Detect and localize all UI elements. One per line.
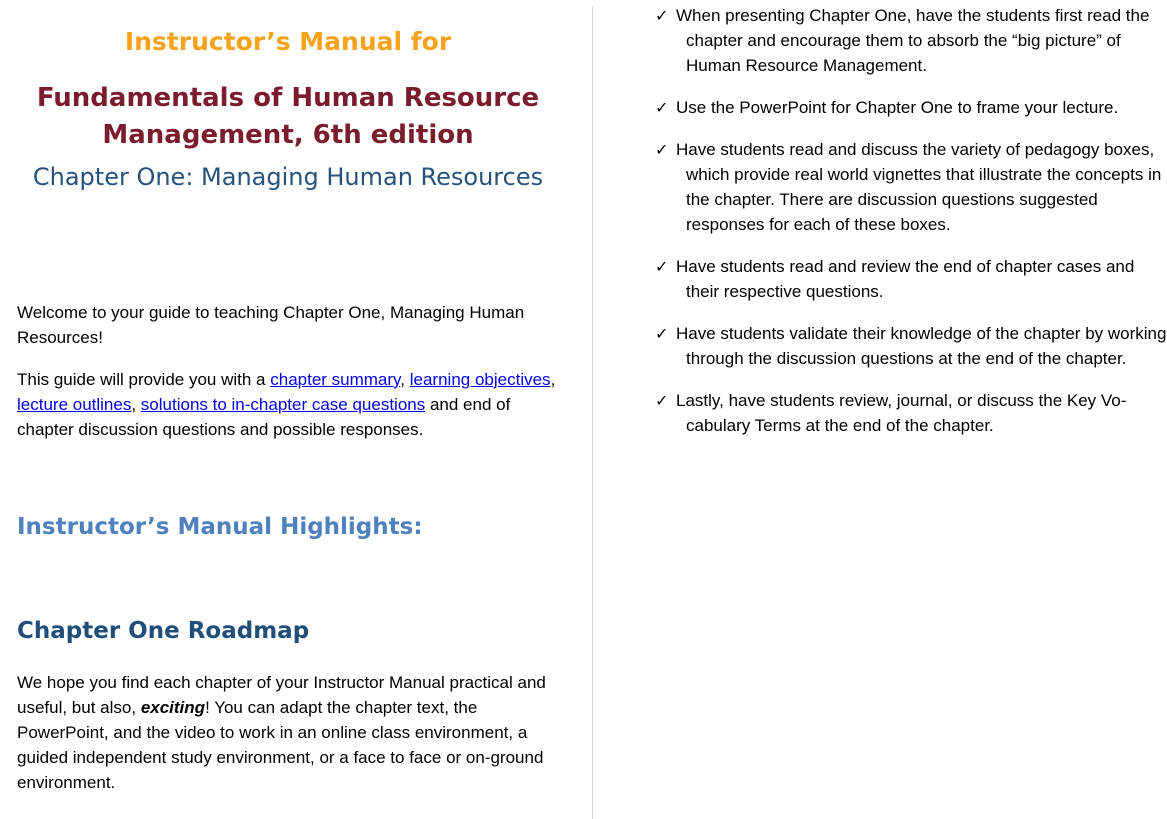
learning-objectives-link[interactable]: learning objectives — [409, 370, 551, 389]
roadmap-paragraph — [17, 670, 562, 795]
welcome-paragraph: Welcome to your guide to teaching Chapter One, Managing Human Resources! — [17, 303, 525, 347]
highlights-heading: Instructor’s Manual Highlights: — [17, 514, 423, 540]
roadmap-heading: Chapter One Roadmap — [17, 618, 310, 644]
checklist-item-text: Use the PowerPoint for Chapter One to frame your lecture. — [676, 98, 1119, 117]
right-column — [655, 0, 1167, 819]
guide-suffix: and end of chapter discussion questions and possible responses. — [17, 395, 511, 439]
checklist-item — [655, 388, 1167, 438]
column-divider — [592, 6, 593, 819]
chapter-subtitle: Chapter One: Managing Human Resources — [32, 163, 544, 191]
checklist-item-text: When presenting Chapter One, have the students first read the chapter and encourage them to absorb the “big picture” of Human Resource Management. — [676, 6, 1150, 75]
checkmark-icon: ✓ — [655, 324, 669, 343]
checklist-item — [655, 321, 1167, 371]
manual-title: Instructor’s Manual for — [124, 27, 452, 56]
checkmark-icon: ✓ — [655, 257, 669, 276]
left-column — [17, 0, 559, 819]
link-separator: , — [131, 395, 141, 414]
chapter-summary-link[interactable]: chapter summary — [270, 370, 401, 389]
checklist-item — [655, 254, 1167, 304]
checklist-item — [655, 95, 1167, 120]
checklist-item-text: Lastly, have students review, journal, or discuss the Key Vo-cabulary Terms at the end of the chapter. — [676, 391, 1127, 435]
guide-paragraph — [17, 367, 559, 442]
checklist-item — [655, 3, 1167, 78]
lecture-outlines-link[interactable]: lecture outlines — [17, 395, 132, 414]
roadmap-text-before: We hope you find each chapter of your Instructor Manual practical and useful, but also, — [17, 673, 546, 717]
checklist-item-text: Have students validate their knowledge of the chapter by working through the discussion questions at the end of the chapter. — [676, 324, 1167, 368]
checklist-item — [655, 137, 1167, 237]
link-separator: , — [400, 370, 410, 389]
checkmark-icon: ✓ — [655, 6, 669, 25]
checkmark-icon: ✓ — [655, 391, 669, 410]
checklist-item-text: Have students read and discuss the variety of pedagogy boxes, which provide real world vignettes that illustrate the concepts in the chapter. There are discussion questions suggested responses for each of these boxes. — [676, 140, 1162, 234]
checkmark-icon: ✓ — [655, 98, 669, 117]
roadmap-emphasis: exciting — [140, 698, 206, 717]
link-separator: , — [550, 370, 556, 389]
teaching-checklist — [655, 3, 1167, 455]
book-title: Fundamentals of Human Resource Management, 6th edition — [36, 83, 540, 150]
roadmap-text-after: ! You can adapt the chapter text, the PowerPoint, and the video to work in an online class environment, a guided independent study environment, or a face to face or on-ground environment. — [17, 698, 544, 792]
checkmark-icon: ✓ — [655, 140, 669, 159]
guide-prefix: This guide will provide you with a — [17, 370, 271, 389]
case-solutions-link[interactable]: solutions to in-chapter case questions — [140, 395, 426, 414]
checklist-item-text: Have students read and review the end of chapter cases and their respective questions. — [676, 257, 1135, 301]
